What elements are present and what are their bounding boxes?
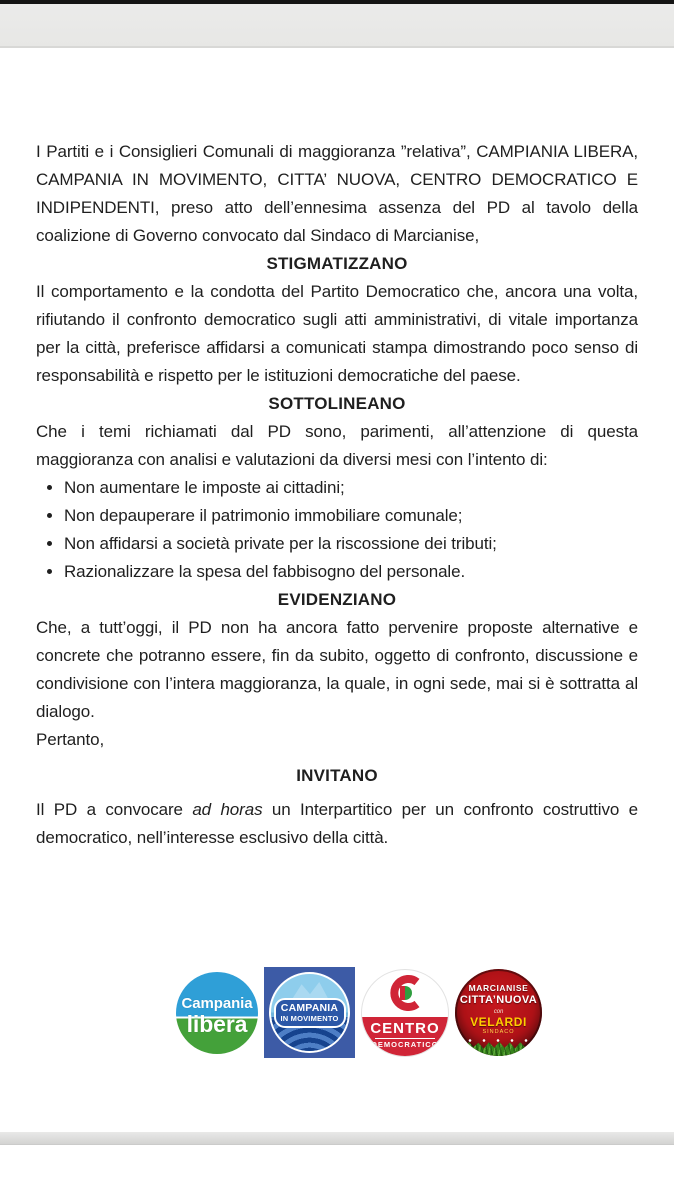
citta-nuova-text: CITTA’NUOVA xyxy=(459,994,538,1006)
campania-libera-logo-text-bottom: libera xyxy=(186,1010,248,1037)
paragraph-invitano xyxy=(36,796,638,852)
intro-paragraph: I Partiti e i Consiglieri Comunali di maggioranza ”relativa”, CAMPIANIA LIBERA, CAMPANIA IN MOVIMENTO, CITTA’ NUOVA, CENTRO DEMOCRATICO E INDIPENDENTI, preso atto dell’ennesima assenza del PD al tavolo della coalizione di Governo convocato dal Sindaco di Marcianise, xyxy=(36,142,638,245)
centro-democratico-divider xyxy=(375,1038,435,1039)
bullet-list xyxy=(36,474,638,586)
page-break-separator xyxy=(0,1132,674,1145)
paragraph-evidenziano: Che, a tutt’oggi, il PD non ha ancora fatto pervenire proposte alternative e concrete che potranno essere, fin da subito, oggetto di confronto, discussione e condivisione con l’intera maggioranza, la quale, in ogni sede, mai si è sottratta al dialogo. xyxy=(36,618,638,721)
campania-in-movimento-circle xyxy=(269,972,350,1053)
centro-democratico-logo xyxy=(361,969,449,1057)
bullet-item-4: • Razionalizzare la spesa del fabbisogno del personale. xyxy=(64,558,638,586)
bullet-item-1: • Non aumentare le imposte ai cittadini; xyxy=(64,474,638,502)
cd-monogram-icon xyxy=(384,975,426,1020)
grass-icon xyxy=(455,1041,542,1056)
paragraph-sottolineano: Che i temi richiamati dal PD sono, parimenti, all’attenzione di questa maggioranza con analisi e valutazioni da diversi mesi con l’intento di: xyxy=(36,422,638,469)
campania-in-movimento-banner xyxy=(274,998,346,1028)
heading-sottolineano: SOTTOLINEANO xyxy=(268,394,406,413)
campania-libera-logo-text-top: Campania xyxy=(181,994,253,1012)
party-logos-row xyxy=(58,967,660,1058)
campania-in-movimento-text-2: IN MOVIMENTO xyxy=(280,1013,339,1023)
viewer-header-strip xyxy=(0,4,674,48)
campania-in-movimento-text-1: CAMPANIA xyxy=(280,1001,339,1014)
centro-democratico-band xyxy=(362,1017,448,1056)
centro-democratico-text-2: DEMOCRATICO xyxy=(371,1039,439,1049)
invite-text-post: un Interpartitico per un confronto costruttivo e democratico, nell’interesse esclusivo della città. xyxy=(36,800,638,847)
con-text: con xyxy=(493,1009,504,1015)
heading-evidenziano: EVIDENZIANO xyxy=(277,590,397,609)
document-page xyxy=(0,48,674,1058)
invite-text-italic: ad horas xyxy=(192,800,263,819)
paragraph-stigmatizzano: Il comportamento e la condotta del Partito Democratico che, ancora una volta, rifiutando il confronto democratico sugli atti amministrativi, di vitale importanza per la città, preferisce affidarsi a comunicati stampa dimostrando poco senso di responsabilità e rispetto per le istituzioni democratiche del paese. xyxy=(36,282,638,385)
marcianise-citta-nuova-logo xyxy=(455,969,542,1056)
velardi-text: VELARDI xyxy=(470,1015,527,1029)
invite-text-pre: Il PD a convocare xyxy=(36,800,193,819)
bullet-item-3: • Non affidarsi a società private per la riscossione dei tributi; xyxy=(64,530,638,558)
heading-invitano: INVITANO xyxy=(296,766,378,785)
marcianise-text: MARCIANISE xyxy=(468,983,529,993)
bullet-item-2: • Non depauperare il patrimonio immobiliare comunale; xyxy=(64,502,638,530)
flowers-icon xyxy=(463,1038,534,1043)
campania-in-movimento-logo xyxy=(264,967,355,1058)
heading-stigmatizzano: STIGMATIZZANO xyxy=(266,254,408,273)
pertanto-line: Pertanto, xyxy=(36,730,105,749)
centro-democratico-text-1: CENTRO xyxy=(370,1019,440,1037)
sindaco-text: SINDACO xyxy=(482,1029,515,1035)
campania-libera-logo xyxy=(176,972,258,1054)
